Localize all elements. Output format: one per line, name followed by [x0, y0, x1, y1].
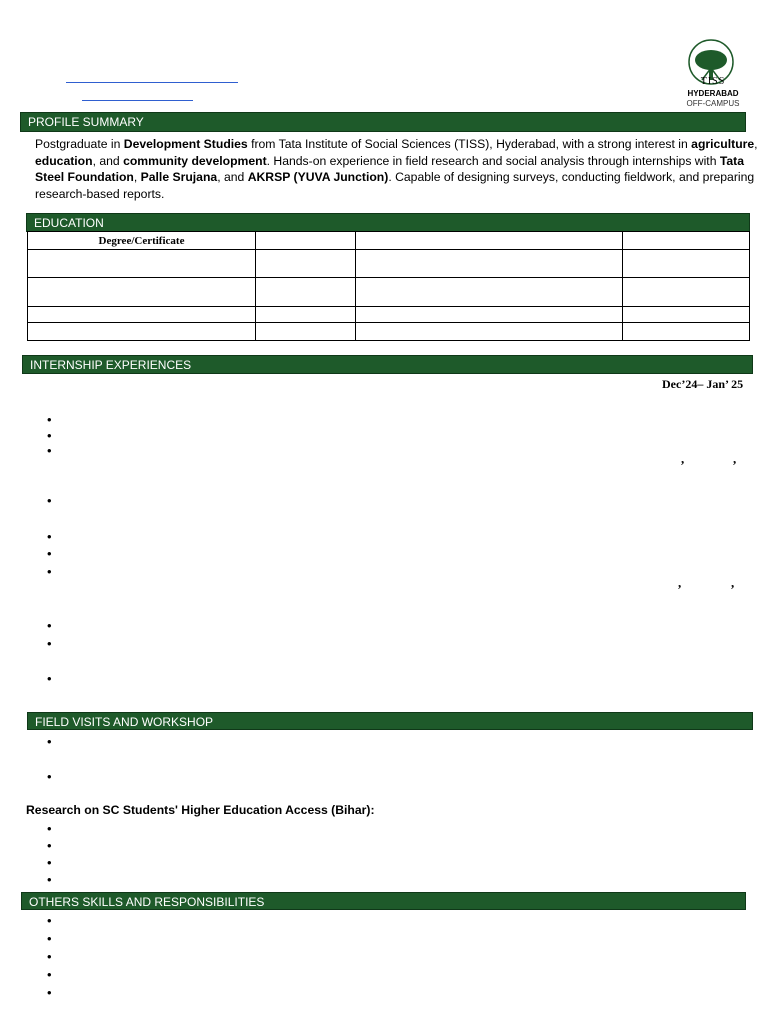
list-item-bullet: • — [47, 855, 52, 870]
table-row — [28, 250, 750, 278]
comma-mark: , — [681, 451, 685, 466]
list-item-bullet: • — [47, 618, 52, 633]
research-title: Research on SC Students' Higher Education Access (Bihar): — [26, 803, 375, 817]
header-link-2[interactable] — [82, 100, 193, 101]
header-col-3 — [356, 232, 623, 250]
header-link-1[interactable] — [66, 82, 238, 83]
table-header-row — [28, 232, 750, 250]
logo-subtitle: OFF-CAMPUS — [686, 99, 740, 108]
list-item-bullet: • — [47, 428, 52, 443]
table-row — [28, 278, 750, 307]
field-visits-heading: FIELD VISITS AND WORKSHOP — [27, 712, 753, 730]
profile-summary-text: Postgraduate in Development Studies from Tata Institute of Social Sciences (TISS), Hyderabad, with a strong interest in agriculture, education, and community development. Hands-on experience in field research and social analysis through internships with Tata Steel Foundation, Palle Srujana, and AKRSP (YUVA Junction). Capable of designing surveys, conducting fieldwork, and preparing research-based reports. — [35, 137, 758, 201]
header-col-4 — [623, 232, 750, 250]
comma-mark: , — [731, 575, 735, 590]
list-item-bullet: • — [47, 769, 52, 784]
list-item-bullet: • — [47, 564, 52, 579]
list-item-bullet: • — [47, 821, 52, 836]
table-row — [28, 323, 750, 341]
list-item-bullet: • — [47, 967, 52, 982]
list-item-bullet: • — [47, 443, 52, 458]
profile-summary-heading: PROFILE SUMMARY — [20, 112, 746, 132]
table-row — [28, 307, 750, 323]
list-item-bullet: • — [47, 529, 52, 544]
list-item-bullet: • — [47, 734, 52, 749]
list-item-bullet: • — [47, 636, 52, 651]
header-degree: Degree/Certificate — [28, 232, 256, 250]
list-item-bullet: • — [47, 949, 52, 964]
list-item-bullet: • — [47, 412, 52, 427]
list-item-bullet: • — [47, 493, 52, 508]
list-item-bullet: • — [47, 913, 52, 928]
list-item-bullet: • — [47, 931, 52, 946]
comma-mark: , — [733, 451, 737, 466]
internship-heading: INTERNSHIP EXPERIENCES — [22, 355, 753, 374]
others-heading: OTHERS SKILLS AND RESPONSIBILITIES — [21, 892, 746, 910]
internship-date: Dec’24– Jan’ 25 — [662, 377, 744, 391]
header-col-2 — [256, 232, 356, 250]
list-item-bullet: • — [47, 671, 52, 686]
comma-mark: , — [678, 575, 682, 590]
logo-name: TISS — [700, 76, 726, 87]
list-item-bullet: • — [47, 985, 52, 1000]
logo-campus: HYDERABAD — [687, 89, 739, 98]
education-heading: EDUCATION — [26, 213, 750, 232]
list-item-bullet: • — [47, 546, 52, 561]
list-item-bullet: • — [47, 872, 52, 887]
list-item-bullet: • — [47, 838, 52, 853]
education-table — [27, 231, 750, 341]
